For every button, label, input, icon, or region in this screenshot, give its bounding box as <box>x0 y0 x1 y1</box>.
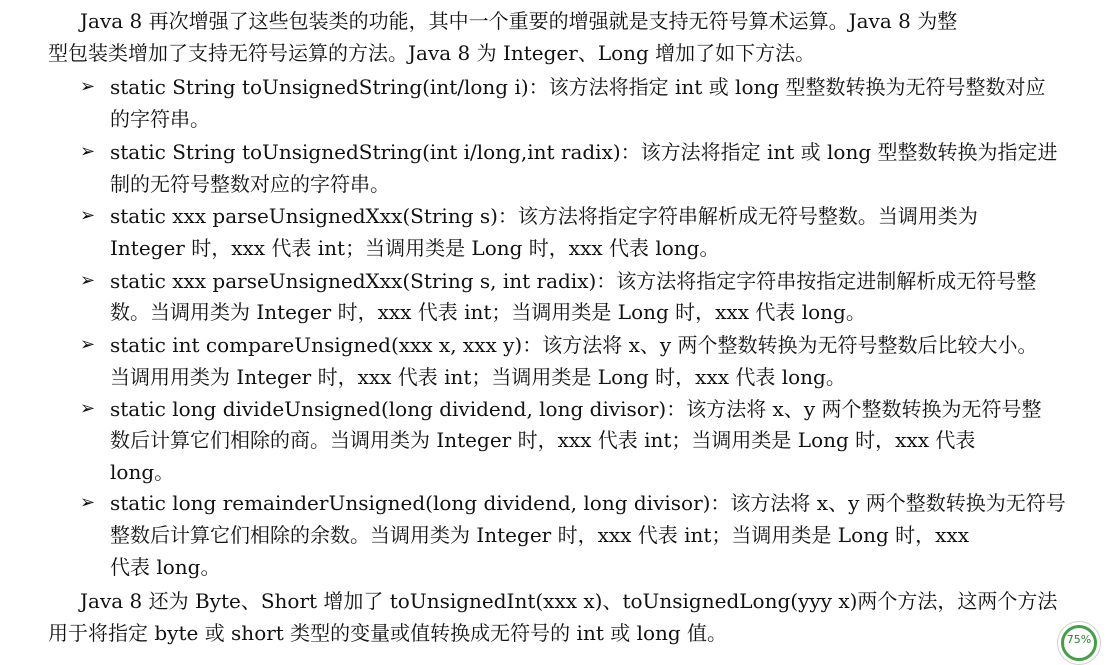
bullet-icon: ➢ <box>80 334 96 355</box>
bullet-icon: ➢ <box>80 205 96 226</box>
method-3-line-2: Integer 时，xxx 代表 int；当调用类是 Long 时，xxx 代表 long。 <box>110 236 720 260</box>
bullet-icon: ➢ <box>80 492 96 513</box>
method-2-line-1: static String toUnsignedString(int i/long,int radix)：该方法将指定 int 或 long 型整数转换为指定进 <box>110 140 1058 164</box>
method-4-line-1: static xxx parseUnsignedXxx(String s, int radix)：该方法将指定字符串按指定进制解析成无符号整 <box>110 269 1037 293</box>
method-6-line-3: long。 <box>110 460 175 484</box>
method-7-line-3: 代表 long。 <box>110 555 221 579</box>
method-5-line-1: static int compareUnsigned(xxx x, xxx y)：该方法将 x、y 两个整数转换为无符号整数后比较大小。 <box>110 333 1038 357</box>
method-3-line-1: static xxx parseUnsignedXxx(String s)：该方法将指定字符串解析成无符号整数。当调用类为 <box>110 204 978 228</box>
method-5-line-2: 当调用用类为 Integer 时，xxx 代表 int；当调用类是 Long 时，xxx 代表 long。 <box>110 365 846 389</box>
method-6-line-1: static long divideUnsigned(long dividend, long divisor)：该方法将 x、y 两个整数转换为无符号整 <box>110 397 1042 421</box>
method-7-line-2: 整数后计算它们相除的余数。当调用类为 Integer 时，xxx 代表 int；当调用类是 Long 时，xxx <box>110 523 969 547</box>
method-1-line-1: static String toUnsignedString(int/long i)：该方法将指定 int 或 long 型整数转换为无符号整数对应 <box>110 75 1046 99</box>
method-6-line-2: 数后计算它们相除的商。当调用类为 Integer 时，xxx 代表 int；当调用类是 Long 时，xxx 代表 <box>110 428 976 452</box>
zoom-level-indicator[interactable] <box>1057 621 1101 665</box>
bullet-icon: ➢ <box>80 141 96 162</box>
method-4-line-2: 数。当调用类为 Integer 时，xxx 代表 int；当调用类是 Long 时，xxx 代表 long。 <box>110 300 866 324</box>
zoom-level-label: 75% <box>1066 632 1092 646</box>
outro-line-1: Java 8 还为 Byte、Short 增加了 toUnsignedInt(xxx x)、toUnsignedLong(yyy x)两个方法，这两个方法 <box>80 589 1058 613</box>
outro-line-2: 用于将指定 byte 或 short 类型的变量或值转换成无符号的 int 或 long 值。 <box>48 621 728 645</box>
method-2-line-2: 制的无符号整数对应的字符串。 <box>110 172 390 196</box>
method-7-line-1: static long remainderUnsigned(long dividend, long divisor)：该方法将 x、y 两个整数转换为无符号 <box>110 491 1066 515</box>
bullet-icon: ➢ <box>80 76 96 97</box>
bullet-icon: ➢ <box>80 398 96 419</box>
bullet-icon: ➢ <box>80 270 96 291</box>
method-1-line-2: 的字符串。 <box>110 107 210 131</box>
intro-line-2: 型包装类增加了支持无符号运算的方法。Java 8 为 Integer、Long 增加了如下方法。 <box>48 41 816 65</box>
intro-line-1: Java 8 再次增强了这些包装类的功能，其中一个重要的增强就是支持无符号算术运算。Java 8 为整 <box>80 9 958 33</box>
